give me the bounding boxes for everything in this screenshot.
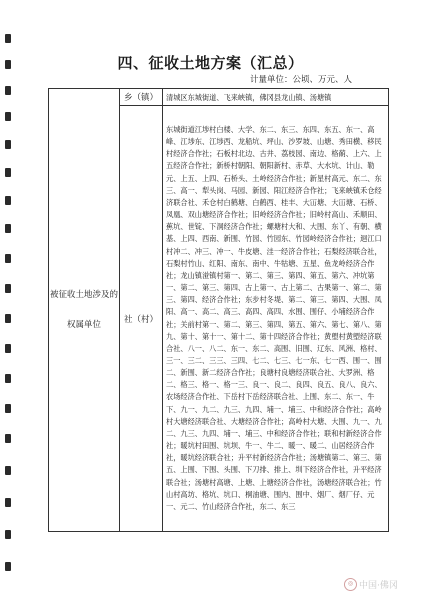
seal-icon: ◎ bbox=[344, 578, 357, 591]
watermark-text: 中国·佛冈 bbox=[359, 581, 398, 591]
watermark bbox=[344, 578, 398, 591]
document-title: 四、征收土地方案（汇总） bbox=[117, 54, 304, 72]
township-label: 乡（镇） bbox=[120, 89, 163, 106]
row-header: 被征收土地涉及的权属单位 bbox=[49, 89, 120, 532]
village-label: 社（村） bbox=[120, 106, 163, 532]
unit-line: 计量单位：公顷、万元、人 bbox=[250, 75, 353, 85]
township-value: 清城区东城街道、飞来峡镇，佛冈县龙山镇、汤塘镇 bbox=[163, 89, 389, 106]
land-table bbox=[48, 88, 389, 532]
binding-holes bbox=[0, 0, 18, 600]
village-value: 东城街道江埗村白楼、大学、东二、东三、东四、东五、东一、高峰、江埗东、江埗西、龙船坑、坪山、沙罗坡、山塘、秀田横、移民村经济合作社；石板村北边、古井、荔枝园、南边、格蓢、上六、上五经济合作社；新桥村朝阳、朝阳新村、赤草、大水坑、计山、勒元、上五、上四、石桥头、土岭经济合作社；新星村高元、东二、东三、高一、犁头岗、马园、新园、阳江经济合作社；飞来峡镇禾仓经济联合社、禾仓村白鹤塘、白鹤西、桂丰、大冚塘、大冚塘、石桥、凤凰、双山塘经济合作社；旧岭经济合作社；旧岭村高山、禾顺田、蕉坑、世锭、下洞经济合作社；螺塘村大和、大围、东丫、有朝、横基、上四、西南、新围、竹园、竹园东、竹园岭经济合作社；迴江口村冲二、冲三、冲一、牛皮塘、洼一经济合作社；石梨经济联合社，石梨村竹山、红阳、南东、南中、牛牯塘、五星、鱼龙岭经济合作社；龙山镇湴镇村第一、第二、第三、第四、第五、第六、冲坑第一、第二、第三、第四、古上第一、古上第二、古果第一、第二、第三、第四、经济合作社；东步村冬堤、第二、第三、第四、大围、凤阳、高一、高二、高三、高四、高四、水围、围仔、小埔经济合作社；关前村第一、第二、第三、第四、第五、第六、第七、第八、第九、第十、第十一、第十二、第十四经济合作社；黄塱村黄塱经济联合社、八一、八二、东一、东二、高围、旧围、辽东、风洲、格村、三一、三二、三三、三四、七二、七三、七一东、七一西、围一、围二、新围、新二经济合作社；良塘村良塘经济联合社、大罗洲、格二、格三、格一、格一三、良一、良二、良四、良五、良八、良六、农场经济合作社、下岳村下岳经济联合社、上围、东二、东一、牛下、九一、九二、九三、九四、埔一、埔三、中和经济合作社；高岭村大塘经济联合社、大塘经济合作社；高岭村大塘、大围、九一、九二、九三、九四、埔一、埔三、中和经济合作社；联和村新经济合作社；暖坑村田围、坑坝、牛一、牛二、暖一、暖二、山居经济合作社，暖坑经济联合社；升平村新经济合作社；汤塘镇第二、第三、第五、上围、下围、头围、下刀排、排上、圳下经济合作社，升平经济联合社；汤塘村高塘、上塘、上塘经济合作社，汤塘经济联合社；竹山村高坊、格坑、坑口、桐油塘、围内、围中、烟厂、烟厂仔、元一、元二、竹山经济合作社，东二、东三 bbox=[163, 106, 389, 532]
township-row bbox=[49, 89, 389, 106]
